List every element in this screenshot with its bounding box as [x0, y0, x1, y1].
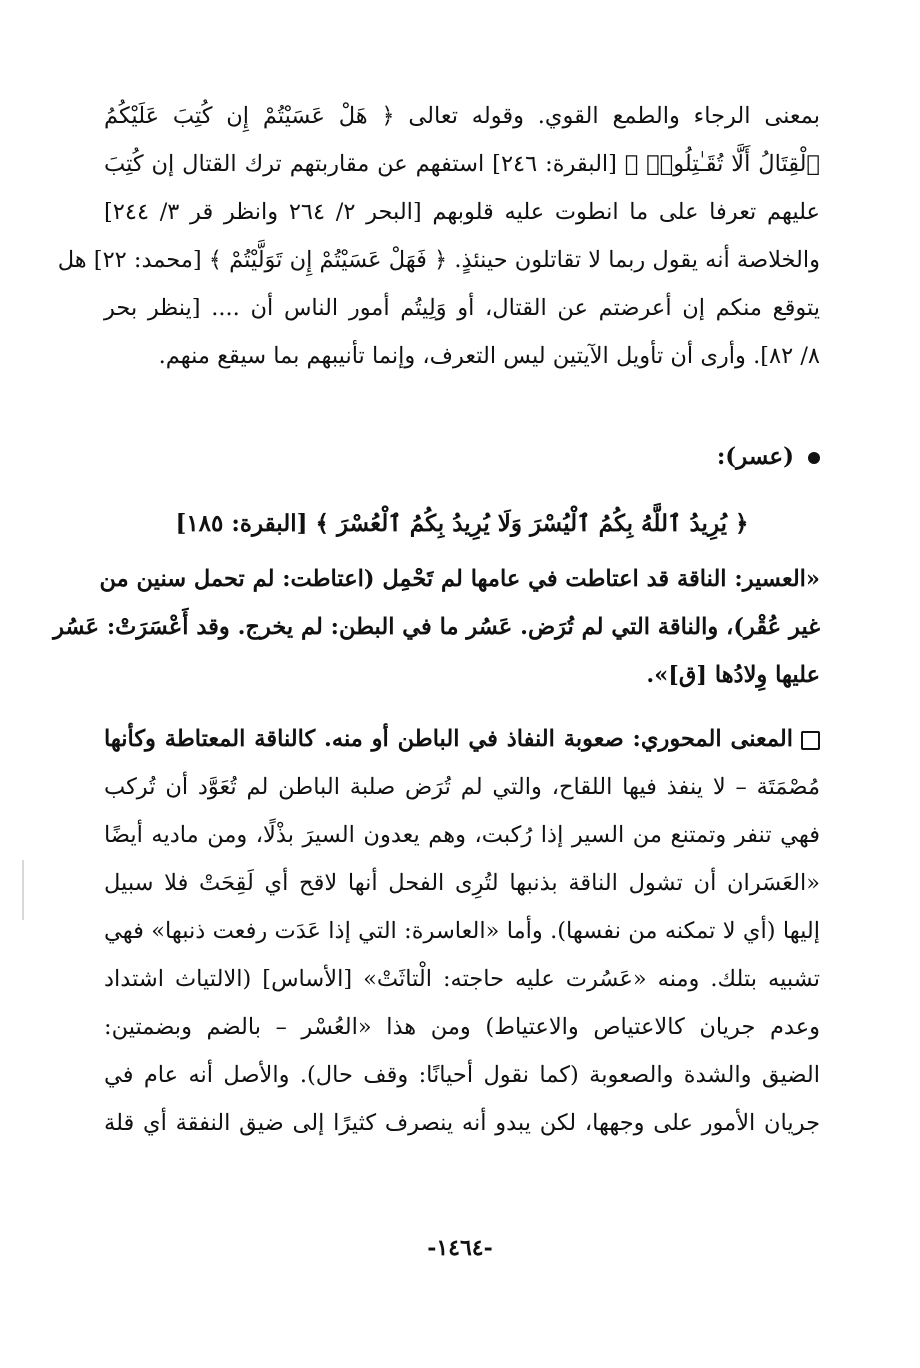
text-line: «العسير: الناقة قد اعتاطت في عامها لم تَحْمِل (اعتاطت: لم تحمل سنين من — [99, 566, 820, 592]
entry-root-label: (عسر): — [716, 443, 794, 470]
text-line: غير عُقْر)، والناقة التي لم تُرَض. عَسُر ما في البطن: لم يخرج. وقد أَعْسَرَتْ: عَسُر — [53, 614, 820, 640]
entry-heading — [104, 433, 820, 481]
text-line: فهي تنفر وتمتنع من السير إذا رُكبت، وهم يعدون السيرَ بذْلًا، ومن ماديه أيضًا — [104, 822, 820, 848]
text-line: جريان الأمور على وجهها، لكن يبدو أنه ينصرف كثيرًا إلى ضيق النفقة أي قلة — [104, 1110, 820, 1136]
page-number: -١٤٦٤- — [427, 1235, 493, 1261]
text-line: ٱلْقِتَالُ أَلَّا تُقَـٰتِلُوا۟ ﴾ [البقرة: ٢٤٦] استفهم عن مقاربتهم ترك القتال إن كُتِبَ — [104, 151, 820, 177]
central-meaning-first-line: المعنى المحوري: صعوبة النفاذ في الباطن أو منه. كالناقة المعتاطة وكأنها — [104, 726, 793, 752]
text-line: إليها (أي لا تمكنه من نفسها). وأما «العاسرة: التي إذا عَدَت رفعت ذنبها» فهي — [104, 918, 820, 944]
text-line: مُصْمَتَة – لا ينفذ فيها اللقاح، والتي لم تُرَض صلبة الباطن لم تُعَوَّد أن تُركب — [104, 774, 820, 800]
text-line: والخلاصة أنه يقول ربما لا تقاتلون حينئذٍ. ﴿ فَهَلْ عَسَيْتُمْ إِن تَوَلَّيْتُمْ ﴾ [محمد: ٢٢] هل — [57, 247, 820, 273]
square-box-icon — [801, 731, 820, 750]
text-line: ٨/ ٨٢]. وأرى أن تأويل الآيتين ليس التعرف، وإنما تأنيبهم بما سيقع منهم. — [158, 343, 820, 369]
text-line: عليهم تعرفا على ما انطوت عليه قلوبهم [البحر ٢/ ٢٦٤ وانظر قر ٣/ ٢٤٤] — [104, 199, 820, 225]
text-line: وعدم جريان كالاعتياص والاعتياط) ومن هذا «العُسْر – بالضم وبضمتين: — [104, 1014, 820, 1040]
bullet-dot-icon — [808, 452, 820, 464]
text-line: بمعنى الرجاء والطمع القوي. وقوله تعالى ﴿ هَلْ عَسَيْتُمْ إِن كُتِبَ عَلَيْكُمُ — [104, 103, 820, 129]
quran-verse: ﴿ يُرِيدُ ٱللَّهُ بِكُمُ ٱلْيُسْرَ وَلَا يُرِيدُ بِكُمُ ٱلْعُسْرَ ﴾ [البقرة: ١٨٥] — [175, 510, 749, 537]
central-meaning-section — [104, 715, 820, 1147]
scan-margin-mark — [22, 860, 24, 920]
text-line: تشبيه بتلك. ومنه «عَسُرت عليه حاجته: الْتاثَتْ» [الأساس] (الالتياث اشتداد — [104, 966, 820, 992]
dictionary-definition — [53, 555, 820, 699]
text-line: يتوقع منكم إن أعرضتم عن القتال، أو وَلِيتُم أمور الناس أن .... [ينظر بحر — [104, 295, 820, 321]
paragraph-intro — [57, 92, 820, 380]
text-line: الضيق والشدة والصعوبة (كما نقول أحيانًا: وقف حال). والأصل أنه عام في — [104, 1062, 820, 1088]
text-line: «العَسَران أن تشول الناقة بذنبها لتُرِى الفحل أنها لاقح أي لَقِحَتْ فلا سبيل — [104, 870, 820, 896]
text-line: عليها وِلادُها [ق]». — [646, 662, 820, 688]
text-line-lead — [104, 715, 820, 763]
